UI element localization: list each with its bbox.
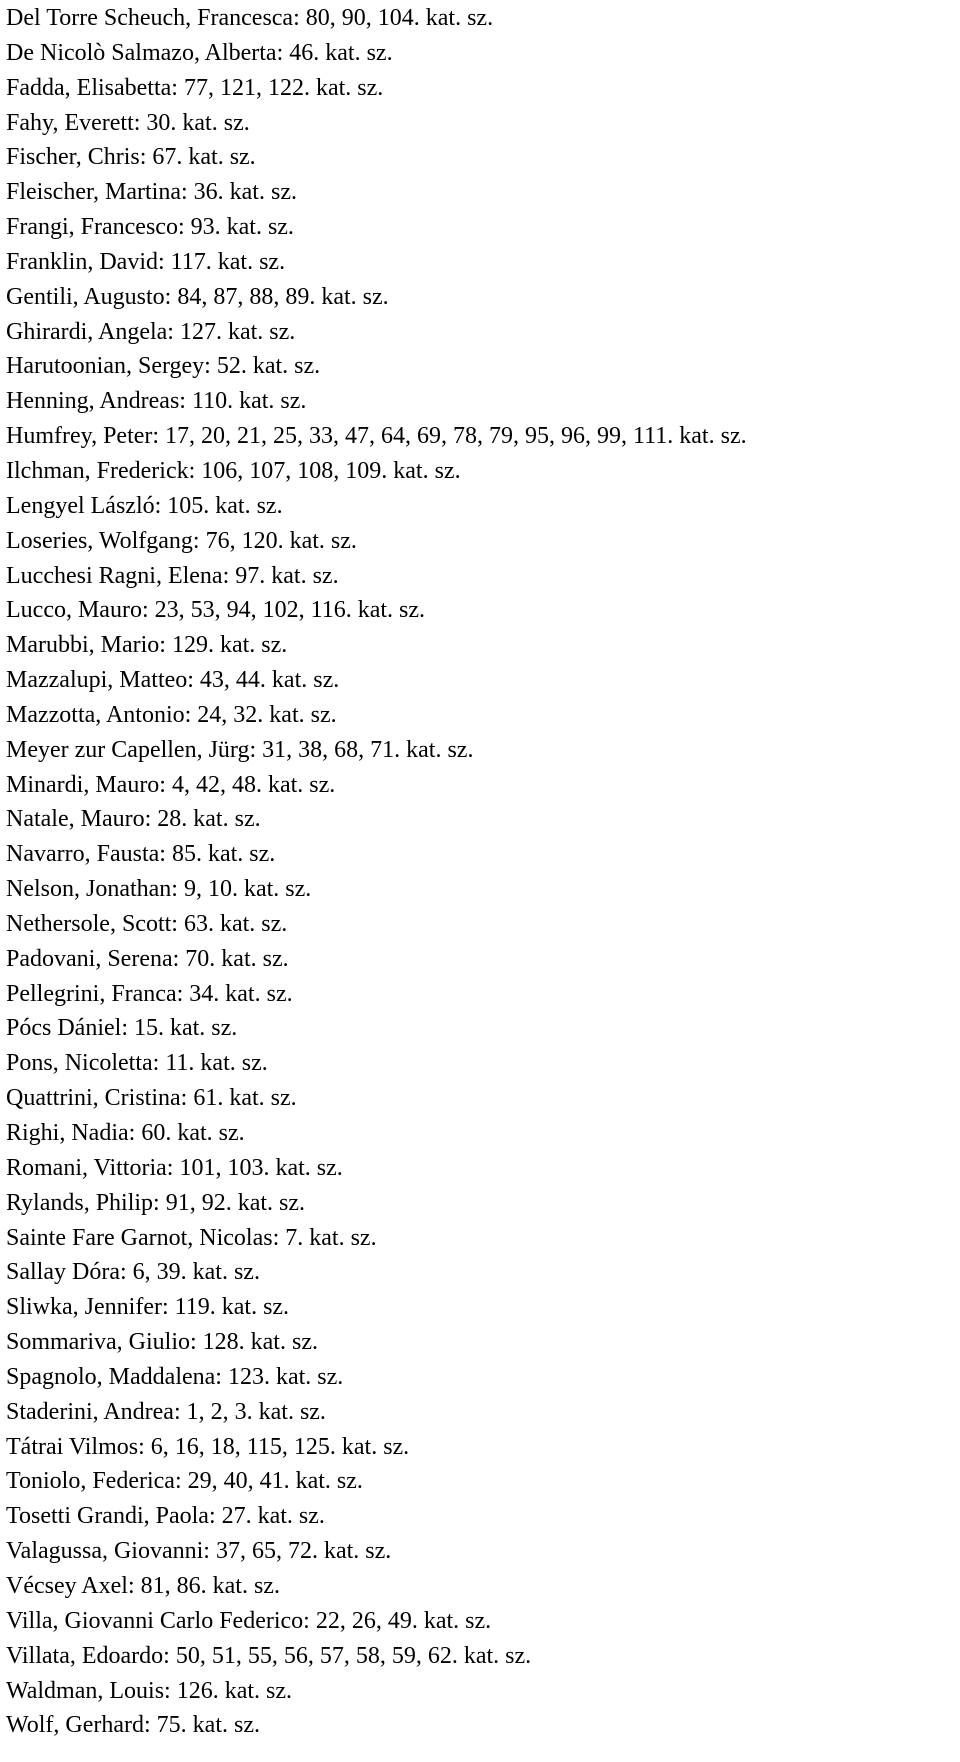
- index-entry: Pócs Dániel: 15. kat. sz.: [6, 1015, 238, 1042]
- index-entry: Wolf, Gerhard: 75. kat. sz.: [6, 1712, 260, 1739]
- index-entry: Humfrey, Peter: 17, 20, 21, 25, 33, 47, 64, 69, 78, 79, 95, 96, 99, 111. kat. sz.: [6, 423, 747, 450]
- index-entry: Harutoonian, Sergey: 52. kat. sz.: [6, 353, 321, 380]
- index-entry: Mazzalupi, Matteo: 43, 44. kat. sz.: [6, 667, 340, 694]
- index-entry: Fadda, Elisabetta: 77, 121, 122. kat. sz.: [6, 74, 384, 101]
- index-entry: Staderini, Andrea: 1, 2, 3. kat. sz.: [6, 1398, 326, 1425]
- index-entry: Romani, Vittoria: 101, 103. kat. sz.: [6, 1154, 343, 1181]
- index-entry: Marubbi, Mario: 129. kat. sz.: [6, 632, 288, 659]
- author-index: [6, 0, 946, 1743]
- index-entry: Padovani, Serena: 70. kat. sz.: [6, 945, 289, 972]
- index-entry: Righi, Nadia: 60. kat. sz.: [6, 1120, 245, 1146]
- index-entry: Vécsey Axel: 81, 86. kat. sz.: [6, 1572, 280, 1599]
- index-entry: Lucco, Mauro: 23, 53, 94, 102, 116. kat. sz.: [6, 597, 426, 624]
- index-entry: Toniolo, Federica: 29, 40, 41. kat. sz.: [6, 1468, 363, 1495]
- index-entry: Waldman, Louis: 126. kat. sz.: [6, 1677, 293, 1704]
- index-entry: Gentili, Augusto: 84, 87, 88, 89. kat. sz.: [6, 283, 389, 310]
- index-entry: Villa, Giovanni Carlo Federico: 22, 26, 49. kat. sz.: [6, 1607, 492, 1634]
- index-entry: Mazzotta, Antonio: 24, 32. kat. sz.: [6, 701, 337, 728]
- index-entry: Ghirardi, Angela: 127. kat. sz.: [6, 318, 296, 345]
- index-entry: Rylands, Philip: 91, 92. kat. sz.: [6, 1189, 306, 1216]
- index-entry: Fleischer, Martina: 36. kat. sz.: [6, 179, 297, 206]
- index-entry: Lucchesi Ragni, Elena: 97. kat. sz.: [6, 562, 339, 589]
- index-entry: Sliwka, Jennifer: 119. kat. sz.: [6, 1294, 290, 1321]
- index-entry: Fischer, Chris: 67. kat. sz.: [6, 144, 256, 171]
- index-entry: Nethersole, Scott: 63. kat. sz.: [6, 910, 288, 937]
- index-entry: Navarro, Fausta: 85. kat. sz.: [6, 841, 276, 868]
- index-entry: Valagussa, Giovanni: 37, 65, 72. kat. sz.: [6, 1538, 392, 1565]
- index-entry: Villata, Edoardo: 50, 51, 55, 56, 57, 58, 59, 62. kat. sz.: [6, 1642, 532, 1669]
- index-entry: Nelson, Jonathan: 9, 10. kat. sz.: [6, 876, 312, 903]
- index-entry: Natale, Mauro: 28. kat. sz.: [6, 806, 261, 833]
- index-entry: Frangi, Francesco: 93. kat. sz.: [6, 214, 294, 241]
- index-entry: Franklin, David: 117. kat. sz.: [6, 248, 286, 275]
- index-entry: Quattrini, Cristina: 61. kat. sz.: [6, 1085, 297, 1112]
- index-entry: Minardi, Mauro: 4, 42, 48. kat. sz.: [6, 771, 336, 798]
- index-entry: Pons, Nicoletta: 11. kat. sz.: [6, 1050, 268, 1077]
- index-entry: Tosetti Grandi, Paola: 27. kat. sz.: [6, 1503, 325, 1530]
- index-entry: Pellegrini, Franca: 34. kat. sz.: [6, 980, 293, 1007]
- index-entry: Sommariva, Giulio: 128. kat. sz.: [6, 1329, 318, 1356]
- index-entry: Ilchman, Frederick: 106, 107, 108, 109. kat. sz.: [6, 457, 461, 484]
- index-entry: Sainte Fare Garnot, Nicolas: 7. kat. sz.: [6, 1224, 377, 1251]
- index-entry: Lengyel László: 105. kat. sz.: [6, 492, 283, 519]
- index-entry: Loseries, Wolfgang: 76, 120. kat. sz.: [6, 527, 357, 554]
- index-entry: Fahy, Everett: 30. kat. sz.: [6, 109, 250, 136]
- index-entry: De Nicolò Salmazo, Alberta: 46. kat. sz.: [6, 39, 393, 66]
- index-entry: Tátrai Vilmos: 6, 16, 18, 115, 125. kat. sz.: [6, 1433, 410, 1460]
- index-entry: Sallay Dóra: 6, 39. kat. sz.: [6, 1259, 260, 1286]
- index-entry: Henning, Andreas: 110. kat. sz.: [6, 388, 307, 415]
- index-entry: Spagnolo, Maddalena: 123. kat. sz.: [6, 1363, 344, 1390]
- index-entry: Del Torre Scheuch, Francesca: 80, 90, 104. kat. sz.: [6, 5, 494, 31]
- index-entry: Meyer zur Capellen, Jürg: 31, 38, 68, 71. kat. sz.: [6, 736, 474, 763]
